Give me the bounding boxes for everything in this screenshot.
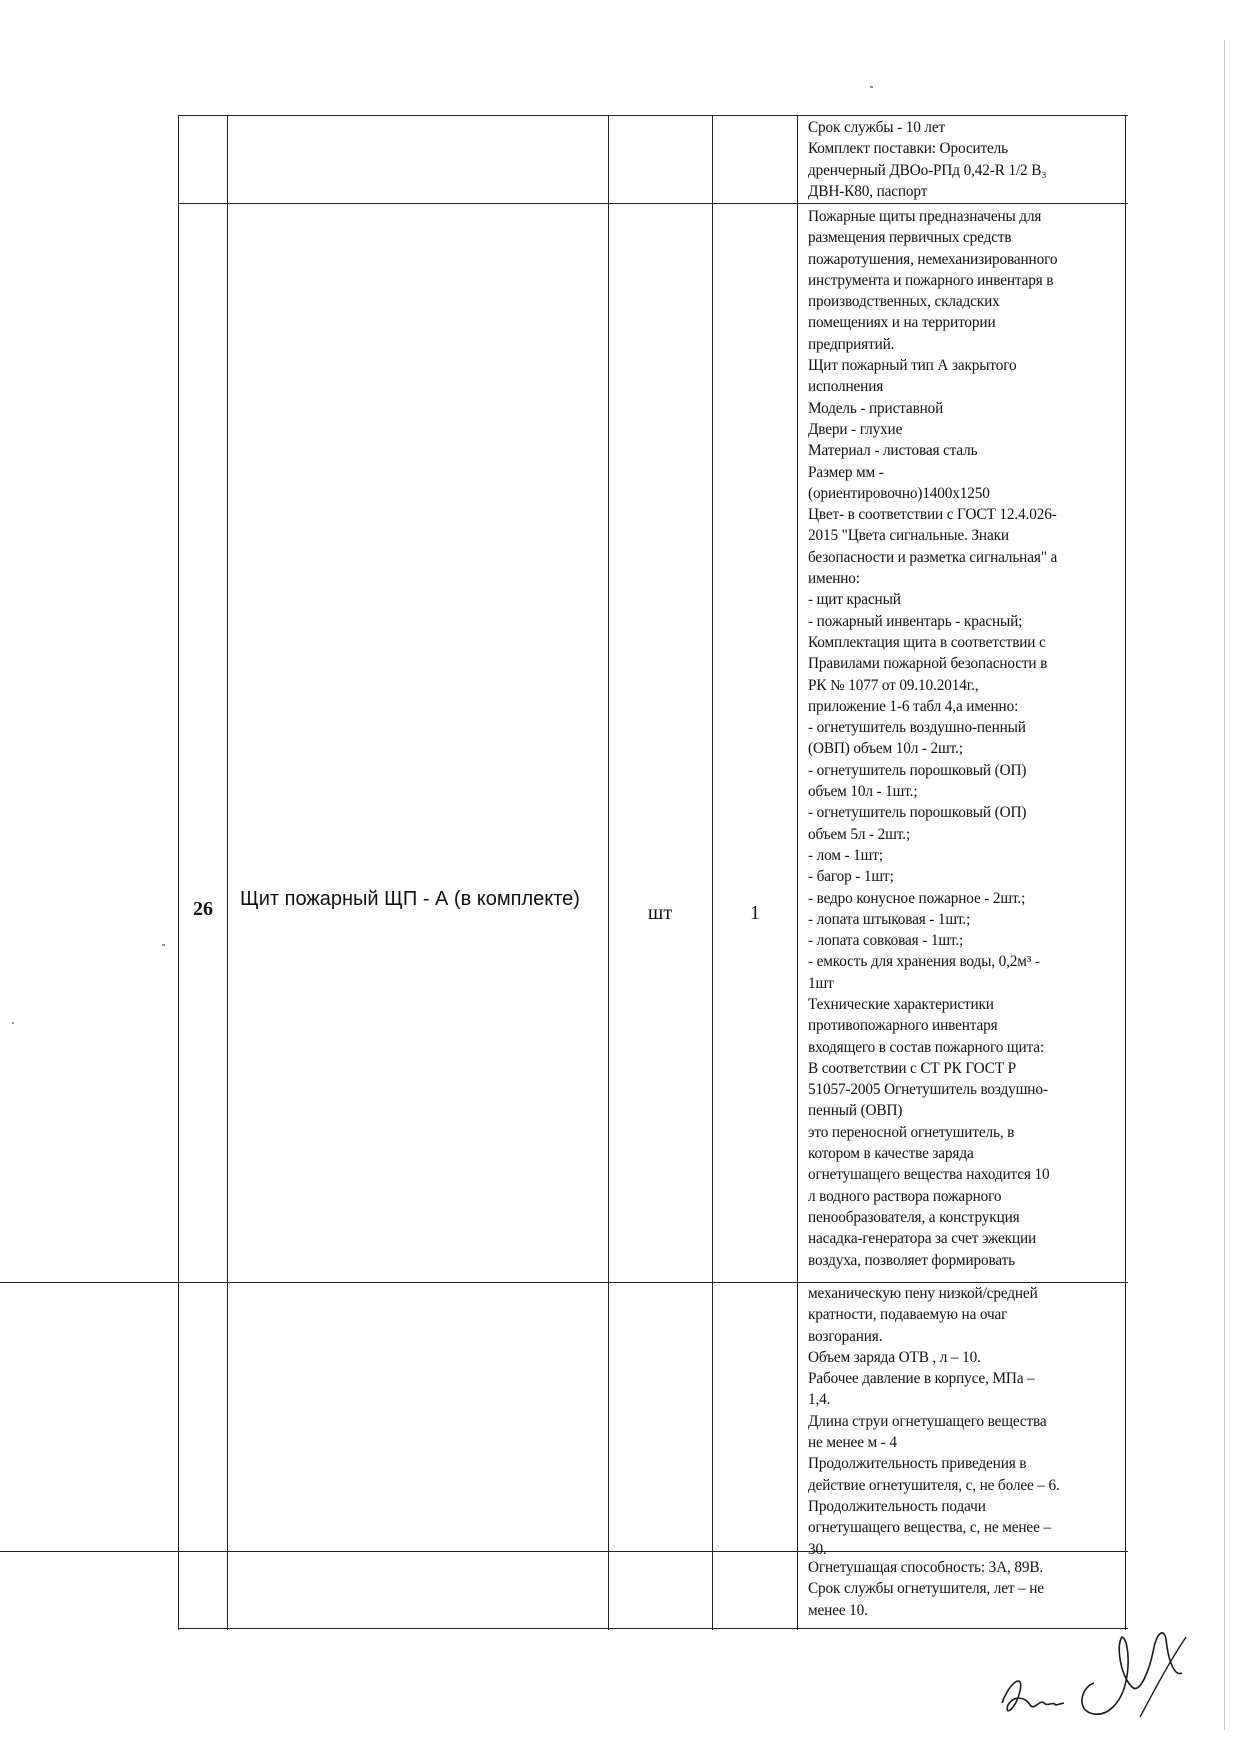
desc-line: - лом - 1шт; — [808, 846, 883, 864]
table-border-top — [178, 115, 1128, 116]
desc-line: РК № 1077 от 09.10.2014г., — [808, 676, 979, 694]
desc-line: исполнения — [808, 378, 884, 396]
desc-line: безопасности и разметка сигнальная" а — [808, 548, 1058, 566]
desc-line: ДВН-К80, паспорт — [808, 182, 928, 200]
desc-line: Огнетушащая способность: 3А, 89В. — [808, 1559, 1044, 1576]
desc-line: размещения первичных средств — [808, 229, 1012, 247]
desc-line: входящего в состав пожарного щита: — [808, 1038, 1045, 1056]
desc-line: Правилами пожарной безопасности в — [808, 655, 1048, 673]
col-divider — [608, 115, 609, 1630]
desc-line: - огнетушитель воздушно-пенный — [808, 719, 1026, 737]
item-description — [808, 206, 1126, 1271]
desc-line: Пожарные щиты предназначены для — [808, 208, 1042, 225]
desc-line: объем 5л - 2шт.; — [808, 825, 910, 843]
desc-line: 1шт — [808, 974, 834, 992]
item-name: Щит пожарный ЩП - А (в комплекте) — [240, 888, 580, 910]
desc-line: - огнетушитель порошковый (ОП) — [808, 804, 1027, 822]
desc-line: Длина струи огнетушащего вещества — [808, 1412, 1047, 1430]
desc-line: - лопата штыковая - 1шт.; — [808, 910, 971, 928]
desc-line: кратности, подаваемую на очаг — [808, 1306, 1008, 1324]
row-number: 26 — [193, 898, 213, 920]
desc-line: Объем заряда ОТВ , л – 10. — [808, 1348, 981, 1366]
desc-line: В соответствии с СТ РК ГОСТ Р — [808, 1059, 1017, 1077]
desc-line: Щит пожарный тип А закрытого — [808, 357, 1017, 375]
desc-line: 1,4. — [808, 1391, 831, 1409]
desc-line: воздуха, позволяет формировать — [808, 1251, 1015, 1269]
desc-line: - огнетушитель порошковый (ОП) — [808, 761, 1027, 779]
row-divider — [178, 203, 1128, 204]
table-border-left — [178, 115, 179, 1630]
desc-line: котором в качестве заряда — [808, 1145, 974, 1163]
desc-line: Цвет- в соответствии с ГОСТ 12.4.026- — [808, 506, 1057, 524]
desc-line: - ведро конусное пожарное - 2шт.; — [808, 889, 1026, 907]
desc-line: приложение 1-6 табл 4,а именно: — [808, 697, 1019, 715]
desc-line: - пожарный инвентарь - красный; — [808, 612, 1023, 630]
desc-line: л водного раствора пожарного — [808, 1187, 1002, 1205]
item-unit: шт — [647, 902, 673, 924]
desc-line: пенный (ОВП) — [808, 1102, 903, 1120]
desc-line: (ОВП) объем 10л - 2шт.; — [808, 740, 963, 758]
desc-line: насадка-генератора за счет эжекции — [808, 1230, 1037, 1248]
desc-line: возгорания. — [808, 1327, 883, 1345]
desc-line: - багор - 1шт; — [808, 868, 894, 886]
desc-line: дренчерный ДВОо-РПд 0,42-R 1/2 В₃ — [808, 161, 1047, 179]
desc-line: пенообразователя, а конструкция — [808, 1208, 1020, 1226]
col-divider — [227, 115, 228, 1630]
desc-line: Комплект поставки: Ороситель — [808, 140, 1008, 158]
desc-line: именно: — [808, 570, 860, 588]
desc-line: Размер мм - — [808, 463, 884, 481]
desc-line: объем 10л - 1шт.; — [808, 783, 918, 801]
desc-line: Материал - листовая сталь — [808, 442, 978, 460]
col-divider — [797, 115, 798, 1630]
scan-dot — [870, 86, 873, 88]
desc-line: производственных, складских — [808, 293, 1000, 311]
table-border-bottom — [178, 1628, 1128, 1629]
desc-line: не менее м - 4 — [808, 1434, 897, 1452]
description-continuation — [808, 1283, 1126, 1560]
desc-line: механическую пену низкой/средней — [808, 1285, 1038, 1302]
scan-dot — [12, 1022, 14, 1024]
desc-line: Двери - глухие — [808, 420, 903, 438]
desc-line: действие огнетушителя, с, не более – 6. — [808, 1476, 1060, 1494]
desc-line: Продолжительность приведения в — [808, 1455, 1027, 1473]
scan-dot — [162, 944, 165, 946]
desc-line: Рабочее давление в корпусе, МПа – — [808, 1370, 1035, 1388]
desc-line: - емкость для хранения воды, 0,2м³ - — [808, 953, 1040, 971]
desc-line: менее 10. — [808, 1601, 868, 1619]
desc-line: противопожарного инвентаря — [808, 1017, 998, 1035]
desc-line: (ориентировочно)1400х1250 — [808, 484, 990, 502]
desc-line: Модель - приставной — [808, 399, 944, 417]
desc-line: 2015 "Цвета сигнальные. Знаки — [808, 527, 1009, 545]
desc-line: предприятий. — [808, 335, 895, 353]
desc-line: 30. — [808, 1540, 827, 1558]
desc-line: огнетушащего вещества находится 10 — [808, 1166, 1050, 1184]
desc-line: Технические характеристики — [808, 995, 994, 1013]
prev-row-description — [808, 117, 1126, 202]
item-quantity: 1 — [750, 902, 760, 924]
desc-line: Срок службы - 10 лет — [808, 119, 946, 136]
description-continuation-final — [808, 1557, 1126, 1621]
desc-line: 51057-2005 Огнетушитель воздушно- — [808, 1081, 1048, 1099]
desc-line: - щит красный — [808, 591, 901, 609]
desc-line: Срок службы огнетушителя, лет – не — [808, 1580, 1044, 1598]
desc-line: Продолжительность подачи — [808, 1497, 986, 1515]
desc-line: огнетушащего вещества, с, не менее – — [808, 1519, 1051, 1537]
col-divider — [712, 115, 713, 1630]
desc-line: помещениях и на территории — [808, 314, 996, 332]
scan-edge-line — [1224, 40, 1225, 1730]
signature-image — [990, 1625, 1220, 1735]
desc-line: - лопата совковая - 1шт.; — [808, 932, 964, 950]
desc-line: пожаротушения, немеханизированного — [808, 250, 1058, 268]
desc-line: инструмента и пожарного инвентаря в — [808, 271, 1054, 289]
desc-line: это переносной огнетушитель, в — [808, 1123, 1015, 1141]
desc-line: Комплектация щита в соответствии с — [808, 633, 1046, 651]
